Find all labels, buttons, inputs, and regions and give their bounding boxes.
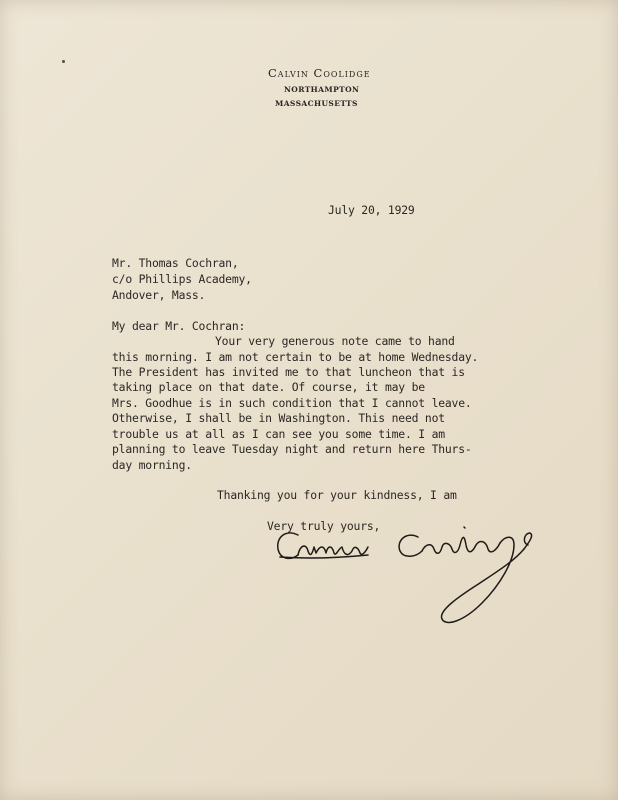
recipient-address-line-1: c/o Phillips Academy, (112, 272, 252, 286)
recipient-name: Mr. Thomas Cochran, (112, 256, 239, 270)
body-line: day morning. (112, 458, 192, 472)
closing-line: Thanking you for your kindness, I am (217, 488, 457, 502)
recipient-address-line-2: Andover, Mass. (112, 288, 206, 302)
body-line: planning to leave Tuesday night and return here Thurs- (112, 442, 472, 456)
letterhead-city: NORTHAMPTON (284, 85, 360, 94)
salutation: My dear Mr. Cochran: (112, 319, 246, 333)
body-line: Otherwise, I shall be in Washington. This need not (112, 411, 445, 425)
body-line: Your very generous note came to hand (215, 334, 455, 348)
body-line: The President has invited me to that luncheon that is (112, 365, 465, 379)
letterhead-name: Calvin Coolidge (268, 66, 371, 80)
letterhead-state: MASSACHUSETTS (275, 99, 358, 108)
letter-date: July 20, 1929 (328, 203, 415, 217)
handwritten-signature (268, 515, 558, 635)
body-line: Mrs. Goodhue is in such condition that I cannot leave. (112, 396, 472, 410)
body-line: this morning. I am not certain to be at home Wednesday. (112, 350, 479, 364)
body-line: taking place on that date. Of course, it may be (112, 380, 425, 394)
body-line: trouble us at all as I can see you some time. I am (112, 427, 445, 441)
valediction: Very truly yours, (267, 519, 381, 533)
ink-speck (62, 60, 65, 63)
